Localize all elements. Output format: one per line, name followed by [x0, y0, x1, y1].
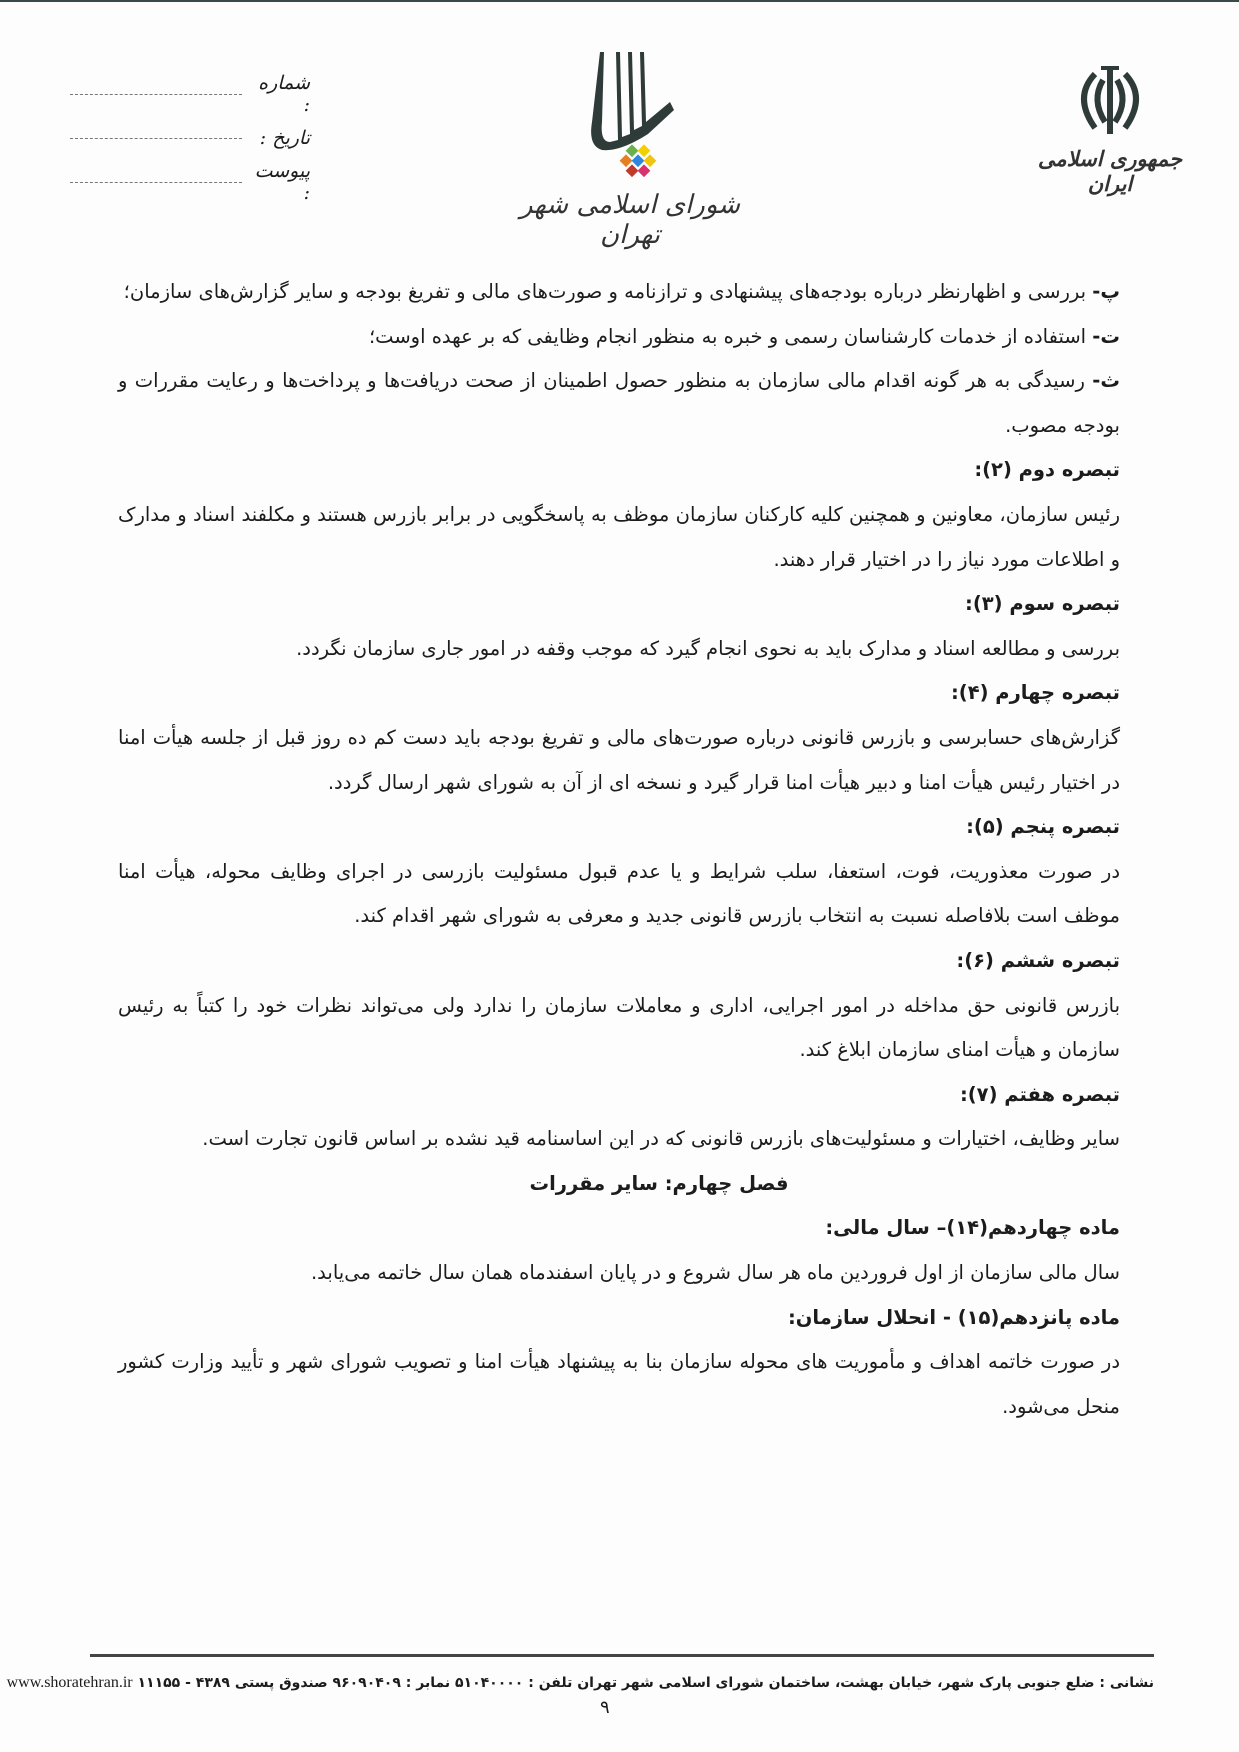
attachment-field — [70, 160, 310, 204]
document-body — [118, 270, 1120, 1429]
section-heading: تبصره سوم (۳): — [965, 592, 1120, 616]
item-s — [118, 359, 1120, 448]
tehran-council-logo — [500, 42, 760, 250]
footer — [6, 1674, 1154, 1692]
paragraph: گزارش‌های حسابرسی و بازرس قانونی درباره صورت‌های مالی و تفریغ بودجه باید دست کم ده روز قبل از جلسه هیأت امنا در اختیار رئیس هیأت امنا و دبیر هیأت امنا قرار گیرد و نسخه ای از آن به شورای شهر ارسال گردد. — [118, 725, 1120, 794]
paragraph: رئیس سازمان، معاونین و همچنین کلیه کارکنان سازمان موظف به پاسخگویی در برابر بازرس هستند و مکلفند اسناد و مدارک و اطلاعات مورد نیاز را در اختیار قرار دهند. — [118, 502, 1120, 571]
dotted-line — [70, 94, 242, 95]
paragraph: در صورت خاتمه اهداف و مأموریت های محوله سازمان بنا به پیشنهاد هیأت امنا و تصویب شورای شهر و تأیید وزارت کشور منحل می‌شود. — [118, 1350, 1120, 1418]
section-heading: تبصره هفتم (۷): — [959, 1082, 1120, 1106]
item-p — [118, 270, 1120, 315]
chapter-title: فصل چهارم: سایر مقررات — [529, 1171, 789, 1195]
council-logo-caption: شورای اسلامی شهر تهران — [519, 190, 741, 250]
item-marker: پ- — [1092, 280, 1120, 303]
item-text: بررسی و اظهارنظر درباره بودجه‌های پیشنهادی و ترازنامه و صورت‌های مالی و تفریغ بودجه و سایر گزارش‌های سازمان؛ — [123, 280, 1093, 303]
item-marker: ت- — [1092, 324, 1120, 348]
article-heading: ماده چهاردهم(۱۴)– سال مالی: — [825, 1216, 1120, 1240]
footer-address: نشانی : ضلع جنوبی پارک شهر، خیابان بهشت، ساختمان شورای اسلامی شهر تهران تلفن : ۵۱۰۴۰۰۰۰ نمابر : ۹۶۰۹۰۴۰۹ صندوق پستی ۴۳۸۹ - ۱۱۱۵۵ — [137, 1675, 1154, 1691]
item-t — [118, 315, 1120, 360]
field-label: پیوست : — [254, 160, 310, 204]
footer-website: www.shoratehran.ir — [6, 1674, 133, 1691]
iran-emblem-icon — [1065, 62, 1155, 142]
date-field — [70, 116, 310, 160]
section-heading: تبصره دوم (۲): — [974, 458, 1120, 482]
section-heading: تبصره پنجم (۵): — [966, 815, 1120, 839]
section-heading: تبصره ششم (۶): — [956, 948, 1120, 972]
paragraph: سال مالی سازمان از اول فروردین ماه هر سال شروع و در پایان اسفندماه همان سال خاتمه می‌یابد. — [310, 1261, 1120, 1285]
iran-emblem — [1020, 62, 1200, 196]
paragraph: بررسی و مطالعه اسناد و مدارک باید به نحوی انجام گیرد که موجب وقفه در امور جاری سازمان نگردد. — [296, 636, 1120, 660]
field-label: شماره : — [258, 72, 310, 116]
item-text: رسیدگی به هر گونه اقدام مالی سازمان به منظور حصول اطمینان از صحت دریافت‌ها و پرداخت‌ها و رعایت مقررات و بودجه مصوب. — [118, 369, 1120, 437]
paragraph: بازرس قانونی حق مداخله در امور اجرایی، اداری و معاملات سازمان را ندارد ولی می‌تواند نظرات خود را کتباً به رئیس سازمان و هیأت امنای سازمان ابلاغ کند. — [118, 993, 1120, 1062]
number-field — [70, 72, 310, 116]
section-heading: تبصره چهارم (۴): — [950, 681, 1120, 705]
article-heading: ماده پانزدهم(۱۵) - انحلال سازمان: — [787, 1305, 1120, 1329]
emblem-caption: جمهوری اسلامی ایران — [1037, 146, 1183, 196]
paragraph: در صورت معذوریت، فوت، استعفا، سلب شرایط و یا عدم قبول مسئولیت بازرسی در اجرای وظایف محوله، هیأت امنا موظف است بلافاصله نسبت به انتخاب بازرس قانونی جدید و معرفی به شورای شهر اقدام کند. — [118, 859, 1120, 928]
page-number: ۹ — [600, 1697, 610, 1718]
dotted-line — [70, 138, 242, 139]
footer-divider — [90, 1654, 1154, 1657]
council-logo-icon — [570, 42, 690, 182]
paragraph: سایر وظایف، اختیارات و مسئولیت‌های بازرس قانونی که در این اساسنامه قید نشده بر اساس قانون تجارت است. — [202, 1127, 1120, 1151]
dotted-line — [70, 182, 242, 183]
field-label: تاریخ : — [259, 127, 310, 149]
item-marker: ث- — [1092, 369, 1120, 393]
letter-fields — [70, 72, 310, 204]
item-text: استفاده از خدمات کارشناسان رسمی و خبره به منظور انجام وظایفی که بر عهده اوست؛ — [368, 324, 1093, 348]
